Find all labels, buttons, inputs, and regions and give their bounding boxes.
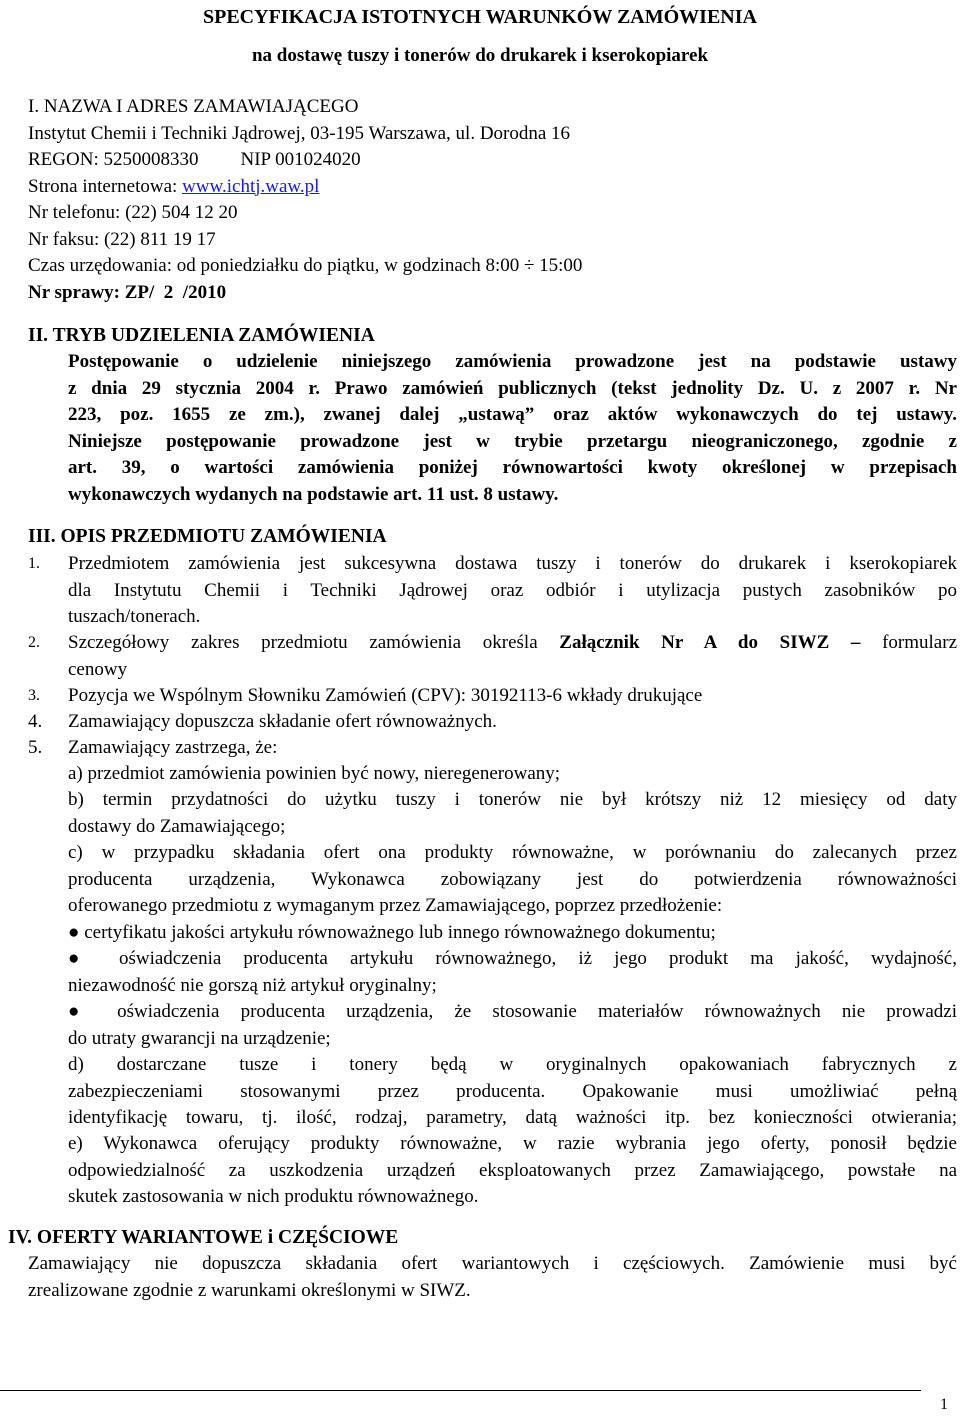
section-2-body xyxy=(68,349,957,508)
nip: NIP 001024020 xyxy=(240,149,361,170)
item-text: Zamawiający zastrzega, że: xyxy=(68,737,278,758)
address-line: Instytut Chemii i Techniki Jądrowej, 03-195 Warszawa, ul. Dorodna 16 xyxy=(28,122,571,144)
website-link[interactable]: www.ichtj.waw.pl xyxy=(182,175,320,197)
item-text: Przedmiotem zamówienia jest sukcesywna dostawa tuszy i tonerów do drukarek i kserokopiarek dla Instytutu Chemii i Techniki Jądrowej oraz odbiór i utylizacja pustych zasobników po tuszach/tonerach. xyxy=(68,553,957,627)
section-2-heading: II. TRYB UDZIELENIA ZAMÓWIENIA xyxy=(28,325,375,346)
footer-divider xyxy=(0,1390,921,1391)
attachment-reference: Załącznik Nr A do SIWZ – xyxy=(559,632,861,653)
section-2-line: art. 39, o wartości zamówienia poniżej równowartości kwoty określonej w przepisach xyxy=(68,457,957,478)
page-number: 1 xyxy=(940,1396,948,1413)
website-line xyxy=(28,174,948,201)
website-label: Strona internetowa: xyxy=(28,175,183,197)
item-text: Zamawiający dopuszcza składanie ofert równoważnych. xyxy=(68,711,497,732)
section-2-line: z dnia 29 stycznia 2004 r. Prawo zamówień publicznych (tekst jednolity Dz. U. z 2007 r. Nr xyxy=(68,377,957,399)
phone-line: Nr telefonu: (22) 504 12 20 xyxy=(28,202,238,223)
item-number: 2. xyxy=(28,634,40,651)
section-2-line: Niniejsze postępowanie prowadzone jest w trybie przetargu nieograniczonego, zgodnie z xyxy=(68,430,957,452)
item-2-line: Szczegółowy zakres przedmiotu zamówienia określa Załącznik Nr A do SIWZ – formularz xyxy=(68,632,957,653)
sub-item-a: a) przedmiot zamówienia powinien być nowy, nieregenerowany; xyxy=(68,763,561,784)
section-1 xyxy=(28,94,948,306)
item-number: 1. xyxy=(28,555,40,572)
item-number: 3. xyxy=(28,687,40,704)
section-2-line: 223, poz. 1655 ze zm.), zwanej dalej „ustawą” oraz aktów wykonawczych do tej ustawy. xyxy=(68,404,957,425)
section-2-line: Postępowanie o udzielenie niniejszego zamówienia prowadzone jest na podstawie ustawy xyxy=(68,351,957,372)
item-text: Pozycja we Wspólnym Słowniku Zamówień (CPV): 30192113-6 wkłady drukujące xyxy=(68,685,703,706)
case-number: Nr sprawy: ZP/ 2 /2010 xyxy=(28,281,227,303)
bullet-item: ● oświadczenia producenta urządzenia, że stosowanie materiałów równoważnych nie prowadzi xyxy=(68,1001,957,1022)
sub-item-b: b) termin przydatności do użytku tuszy i tonerów nie był krótszy niż 12 miesięcy od daty dostawy do Zamawiającego; xyxy=(68,789,957,837)
regon: REGON: 5250008330 xyxy=(28,149,199,170)
section-3-heading: III. OPIS PRZEDMIOTU ZAMÓWIENIA xyxy=(28,526,387,547)
document-subtitle: na dostawę tuszy i tonerów do drukarek i kserokopiarek xyxy=(251,45,709,66)
item-text: Szczegółowy zakres przedmiotu zamówienia określa Załącznik Nr A do SIWZ – formularz cenowy xyxy=(68,632,957,680)
item-number: 5. xyxy=(28,737,43,758)
bullet-item: ● certyfikatu jakości artykułu równoważnego lub innego równoważnego dokumentu; xyxy=(68,921,716,943)
regon-nip-line xyxy=(28,147,948,174)
document-title: SPECYFIKACJA ISTOTNYCH WARUNKÓW ZAMÓWIENIA xyxy=(203,6,757,28)
bullet-item: ● oświadczenia producenta artykułu równoważnego, iż jego produkt ma jakość, wydajność, xyxy=(68,948,957,969)
fax-line: Nr faksu: (22) 811 19 17 xyxy=(28,228,216,250)
office-hours-line: Czas urzędowania: od poniedziałku do piątku, w godzinach 8:00 ÷ 15:00 xyxy=(28,255,583,276)
section-1-heading: I. NAZWA I ADRES ZAMAWIAJĄCEGO xyxy=(28,96,359,117)
sub-item-c: c) w przypadku składania ofert ona produkty równoważne, w porównaniu do zalecanych przez producenta urządzenia, Wykonawca zobowiązany jest do potwierdzenia równoważności oferowanego przedmiotu z wymaganym przez Zamawiającego, poprzez przedłożenie: ● certyfikatu jakości artykułu równoważnego lub innego równoważnego dokumentu; ● oświadczenia producenta artykułu równoważnego, iż jego produkt ma jakość, wydajność, niezawodność nie gorszą niż artykuł oryginalny; ● oświadczenia producenta urządzenia, że stosowanie materiałów równoważnych nie prowadzi do utraty gwarancji na urządzenie; xyxy=(68,842,957,1049)
item-number: 4. xyxy=(28,711,43,732)
sub-item-e: e) Wykonawca oferujący produkty równoważne, w razie wybrania jego oferty, ponosił będzie odpowiedzialność za uszkodzenia urządzeń eksploatowanych przez Zamawiającego, powstałe na skutek zastosowania w nich produktu równoważnego. xyxy=(68,1133,957,1207)
section-2-line: wykonawczych wydanych na podstawie art. 11 ust. 8 ustawy. xyxy=(68,483,559,505)
section-4-body: Zamawiający nie dopuszcza składania ofert wariantowych i częściowych. Zamówienie musi być zrealizowane zgodnie z warunkami określonymi w SIWZ. xyxy=(28,1253,957,1301)
sub-item-d: d) dostarczane tusze i tonery będą w oryginalnych opakowaniach fabrycznych z zabezpieczeniami stosowanymi przez producenta. Opakowanie musi umożliwiać pełną identyfikację towaru, tj. ilość, rodzaj, parametry, datą ważności itp. bez konieczności otwierania; xyxy=(68,1054,957,1128)
section-4-heading: IV. OFERTY WARIANTOWE i CZĘŚCIOWE xyxy=(8,1227,399,1248)
